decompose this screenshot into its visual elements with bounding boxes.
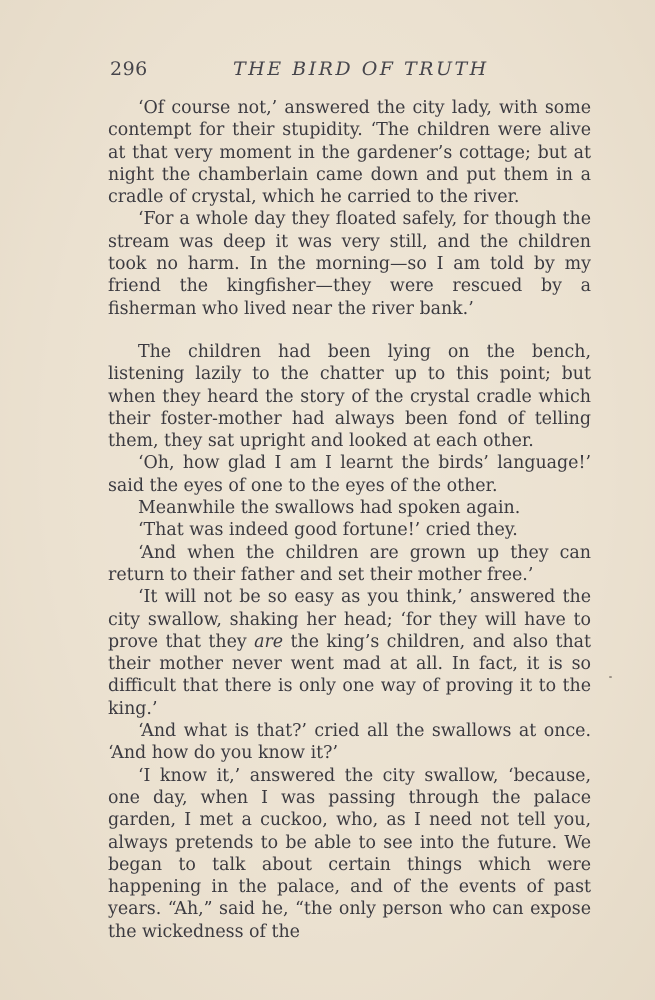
- body-text: [108, 97, 591, 943]
- paragraph: ‘And what is that?’ cried all the swallows at once. ‘And how do you know it?’: [108, 721, 591, 764]
- passage-block-2: [108, 341, 591, 943]
- paragraph: ‘And when the children are grown up they can return to their father and set their mother free.’: [108, 542, 591, 585]
- paragraph: ‘That was indeed good fortune!’ cried they.: [138, 520, 518, 541]
- passage-block-1: [108, 97, 591, 320]
- section-break: [108, 320, 591, 341]
- page-header: [110, 58, 590, 88]
- paragraph: ‘I know it,’ answered the city swallow, ‘because, one day, when I was passing through the palace garden, I met a cuckoo, who, as I need not tell you, always pretends to be able to see into the future. We began to talk about certain things which were happening in the palace, and of the events of past years. “Ah,” said he, “the only person who can expose the wickedness of the: [108, 765, 591, 942]
- paragraph: Meanwhile the swallows had spoken again.: [138, 498, 521, 519]
- paragraph: ‘Oh, how glad I am I learnt the birds’ language!’ said the eyes of one to the eyes of the other.: [108, 453, 591, 496]
- paper-speck: [609, 676, 612, 678]
- emphasis-text: are: [254, 631, 284, 652]
- page-number: 296: [110, 58, 148, 80]
- paragraph: ‘Of course not,’ answered the city lady, with some contempt for their stupidity. ‘The children were alive at that very moment in the gardener’s cottage; but at night the chamberlain came down and put them in a cradle of crystal, which he carried to the river.: [108, 98, 591, 208]
- paragraph-text: ‘It will not be so easy as you think,’ answered the city swallow, shaking her head; ‘for they will have to prove that they: [108, 587, 591, 652]
- paragraph: ‘For a whole day they floated safely, for though the stream was deep it was very still, and the children took no harm. In the morning—so I am told by my friend the kingfisher—they were rescued by a fisherman who lived near the river bank.’: [108, 209, 591, 319]
- paragraph: [108, 586, 591, 720]
- running-title: THE BIRD OF TRUTH: [233, 58, 489, 80]
- paragraph: The children had been lying on the bench, listening lazily to the chatter up to this point; but when they heard the story of the crystal cradle which their foster-mother had always been fond of telling them, they sat upright and looked at each other.: [108, 341, 591, 452]
- paragraph-text: the king’s children, and also that their mother never went mad at all. In fact, it is so difficult that there is only one way of proving it to the king.’: [108, 631, 591, 719]
